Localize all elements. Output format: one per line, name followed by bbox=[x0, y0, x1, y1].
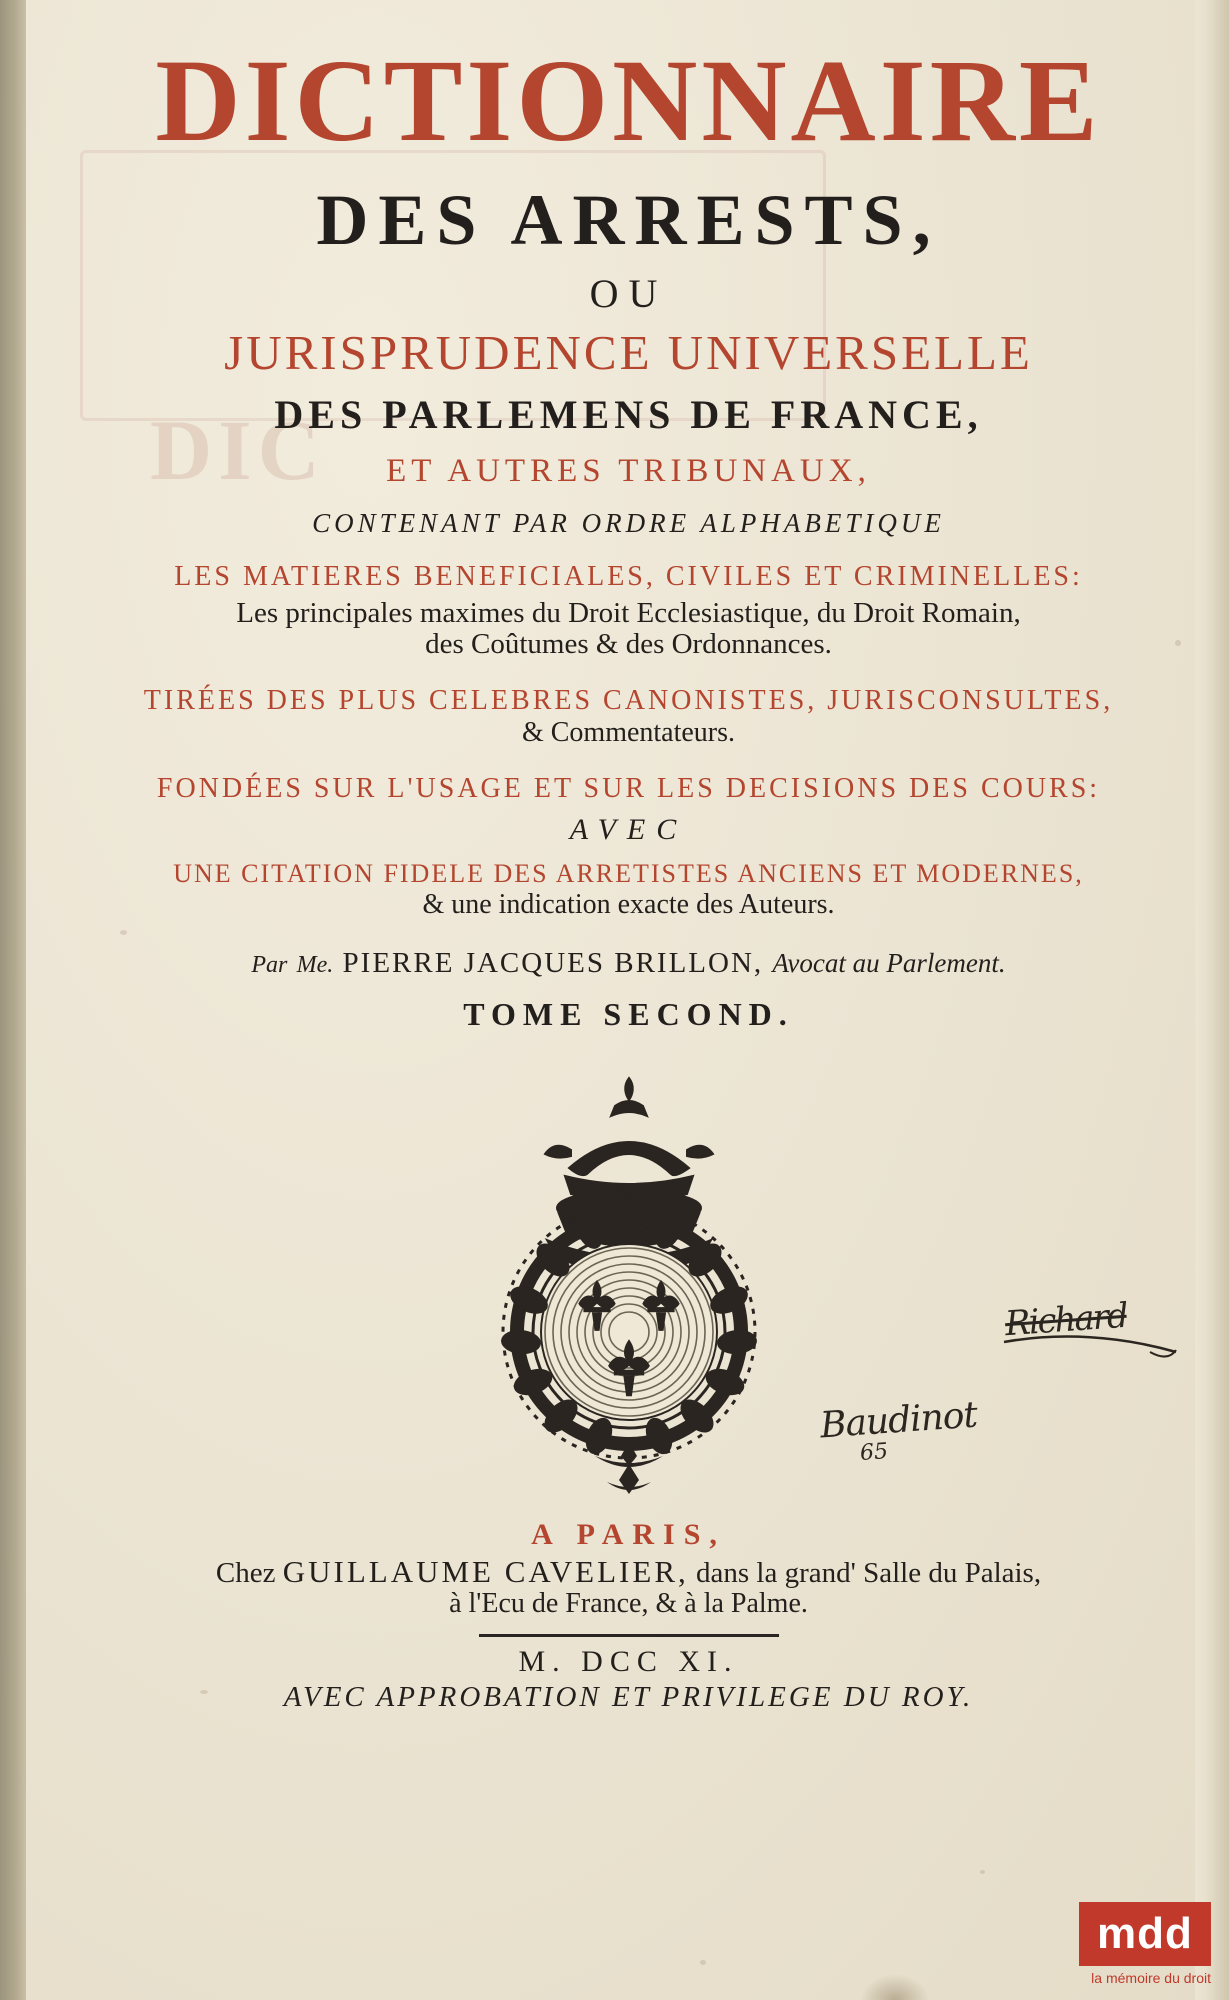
author-line bbox=[62, 949, 1195, 978]
title-main: DICTIONNAIRE bbox=[155, 35, 1102, 166]
handwriting-annotation-top: Richard bbox=[1003, 1295, 1128, 1345]
logo-caption: la mémoire du droit bbox=[1091, 1970, 1211, 1986]
showthrough-text: DIC bbox=[150, 402, 326, 498]
author-name: PIERRE JACQUES BRILLON, bbox=[342, 947, 764, 979]
author-honorific: Me. bbox=[296, 952, 334, 978]
handwriting-flourish-icon bbox=[1000, 1330, 1180, 1370]
basis-line-1: FONDÉES SUR L'USAGE ET SUR LES DECISIONS DES COURS: bbox=[156, 773, 1101, 804]
imprint-prefix: Chez bbox=[215, 1557, 276, 1589]
contents-line-2: Les principales maximes du Droit Ecclesiastique, du Droit Romain, bbox=[236, 597, 1021, 629]
volume-label: TOME SECOND. bbox=[463, 996, 794, 1032]
author-role: Avocat au Parlement. bbox=[772, 948, 1006, 978]
contents-line-1: LES MATIERES BENEFICIALES, CIVILES ET CRIMINELLES: bbox=[174, 561, 1083, 592]
imprint-year: M. DCC XI. bbox=[518, 1645, 739, 1678]
page-gutter-dark-edge bbox=[0, 0, 26, 2000]
citation-line-1: UNE CITATION FIDELE DES ARRETISTES ANCIENS ET MODERNES, bbox=[173, 859, 1084, 888]
page-edge-right bbox=[1195, 0, 1229, 2000]
imprint-block bbox=[62, 1520, 1195, 1712]
contents-line-3: des Coûtumes & des Ordonnances. bbox=[425, 628, 832, 660]
logo-mark: mdd bbox=[1079, 1902, 1211, 1966]
basis-line-2: AVEC bbox=[569, 813, 688, 846]
title-page-text-block bbox=[62, 0, 1195, 2000]
imprint-publisher-line bbox=[62, 1556, 1195, 1588]
citation-line-2: & une indication exacte des Auteurs. bbox=[422, 889, 835, 920]
handwriting-annotation-middle-sub: 65 bbox=[859, 1439, 889, 1466]
title-line-5: DES PARLEMENS DE FRANCE, bbox=[274, 392, 983, 437]
imprint-publisher: GUILLAUME CAVELIER, bbox=[282, 1554, 689, 1589]
title-line-6: ET AUTRES TRIBUNAUX, bbox=[386, 453, 871, 489]
horizontal-rule bbox=[479, 1634, 779, 1637]
imprint-address: dans la grand' Salle du Palais, bbox=[696, 1557, 1042, 1589]
title-line-2: DES ARRESTS, bbox=[316, 180, 941, 260]
title-line-7: CONTENANT PAR ORDRE ALPHABETIQUE bbox=[312, 508, 945, 538]
imprint-privilege: AVEC APPROBATION ET PRIVILEGE DU ROY. bbox=[283, 1681, 974, 1713]
imprint-city: A PARIS, bbox=[531, 1518, 726, 1551]
title-line-3: OU bbox=[589, 271, 668, 316]
author-prefix: Par bbox=[251, 952, 288, 978]
handwriting-annotation-middle: Baudinot bbox=[818, 1394, 979, 1447]
watermark-logo bbox=[1041, 1902, 1211, 1986]
royal-fleur-de-lis-crown-emblem bbox=[62, 1064, 1195, 1494]
sources-line-1: TIRÉES DES PLUS CELEBRES CANONISTES, JURISCONSULTES, bbox=[143, 685, 1114, 716]
scan-smudge bbox=[860, 1974, 930, 2000]
imprint-sign: à l'Ecu de France, & à la Palme. bbox=[449, 1588, 808, 1619]
title-line-4: JURISPRUDENCE UNIVERSELLE bbox=[224, 325, 1033, 380]
sources-line-2: & Commentateurs. bbox=[521, 717, 736, 748]
